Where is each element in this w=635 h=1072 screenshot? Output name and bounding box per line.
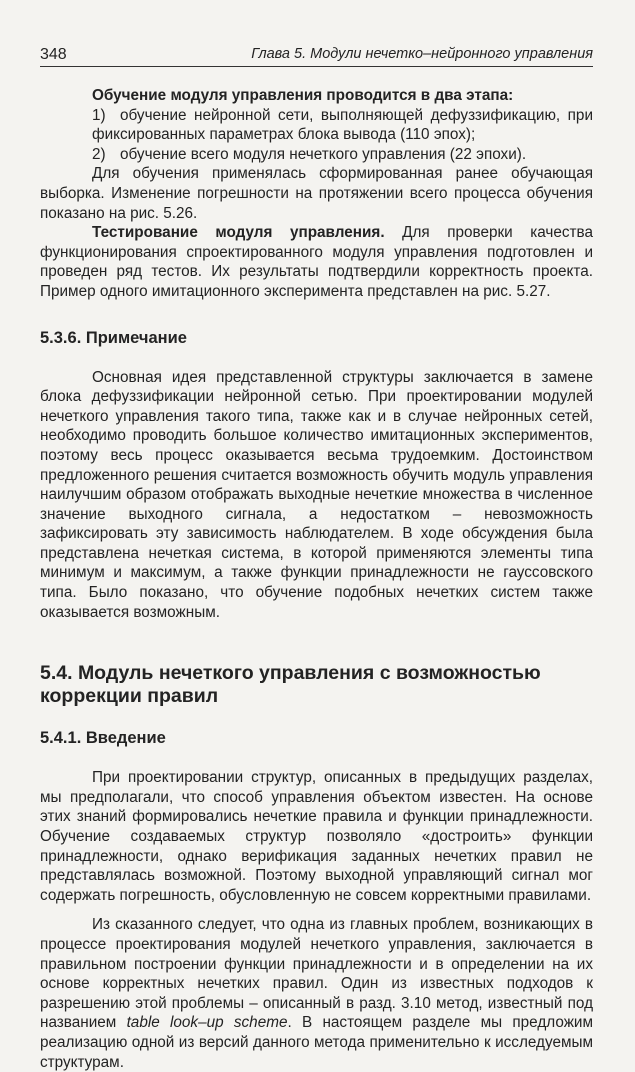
paragraph-2-text-end: . В настоящем разделе мы предложим реализацию одной из версий данного метода применительно к исследуемым структурам.: [40, 1014, 593, 1071]
list-item: [40, 106, 593, 145]
list-item-number: 2): [92, 145, 106, 163]
section-5-4-1-paragraph-1: При проектировании структур, описанных в предыдущих разделах, мы предполагали, что способ управления объектом известен. На основе этих знаний формировались нечеткие правила и функции принадлежности. Обучение создаваемых структур позволяло «достроить» функции принадлежности, однако верификация заданных нечетких правил не представлялась возможной. Поэтому выходной управляющий сигнал мог содержать погрешность, обусловленную не совсем корректными правилами.: [40, 769, 593, 904]
training-stages-heading: Обучение модуля управления проводится в два этапа:: [92, 87, 514, 104]
section-5-4-1-paragraph-2: [40, 915, 593, 1072]
list-item: [40, 145, 593, 165]
running-head: Глава 5. Модули нечетко–нейронного управления: [251, 46, 593, 62]
method-name: table look–up scheme: [126, 1014, 288, 1032]
list-item-text: обучение нейронной сети, выполняющей дефуззификацию, при фиксированных параметрах блока вывода (110 эпох);: [92, 106, 593, 144]
training-stages-intro: [40, 86, 593, 106]
page-header: [40, 46, 593, 67]
section-5-4-title: 5.4. Модуль нечеткого управления с возможностью коррекции правил: [40, 662, 541, 708]
section-5-3-6-paragraph: Основная идея представленной структуры заключается в замене блока дефуззификации нейронной сетью. При проектировании модулей нечеткого управления такого типа, также как и в случае нейронных сетей, необходимо проводить большое количество имитационных экспериментов, поэтому весь процесс оказывается весьма трудоемким. Достоинством предложенного решения считается возможность обучить модуль управления наилучшим образом отображать выходные нечеткие множества в численное значение выходного сигнала, а недостатком – невозможность зафиксировать эту зависимость наблюдателем. В ходе обсуждения была представлена нечеткая система, в которой применяются элементы типа минимум и максимум, а также функции принадлежности не гауссовского типа. Было показано, что обучение подобных нечетких систем также оказывается возможным.: [40, 368, 593, 621]
page-content: [40, 86, 593, 1072]
testing-run-in-heading: Тестирование модуля управления.: [92, 224, 385, 242]
list-item-text: обучение всего модуля нечеткого управления (22 эпохи).: [120, 145, 527, 163]
testing-text: Для проверки качества функционирования спроектированного модуля управления подготовлен и проведен ряд тестов. Их результаты подтвердили корректность проекта. Пример одного имитационного эксперимента представлен на рис. 5.27.: [40, 224, 593, 300]
paragraph-2-text-start: Из сказанного следует, что одна из главных проблем, возникающих в процессе проектирования модулей нечеткого управления, заключается в правильном построении функции принадлежности и в определении на их основе корректных нечетких правил. Один из известных подходов к разрешению этой проблемы – описанный в разд. 3.10 метод, известный под названием: [40, 916, 593, 1032]
testing-paragraph: [40, 223, 593, 301]
section-5-3-6-title: 5.3.6. Примечание: [40, 328, 187, 347]
list-item-number: 1): [92, 106, 106, 124]
page-number: 348: [40, 46, 67, 63]
section-5-4-1-title: 5.4.1. Введение: [40, 729, 166, 748]
training-paragraph: Для обучения применялась сформированная ранее обучающая выборка. Изменение погрешности на протяжении всего процесса обучения показано на рис. 5.26.: [40, 165, 593, 222]
